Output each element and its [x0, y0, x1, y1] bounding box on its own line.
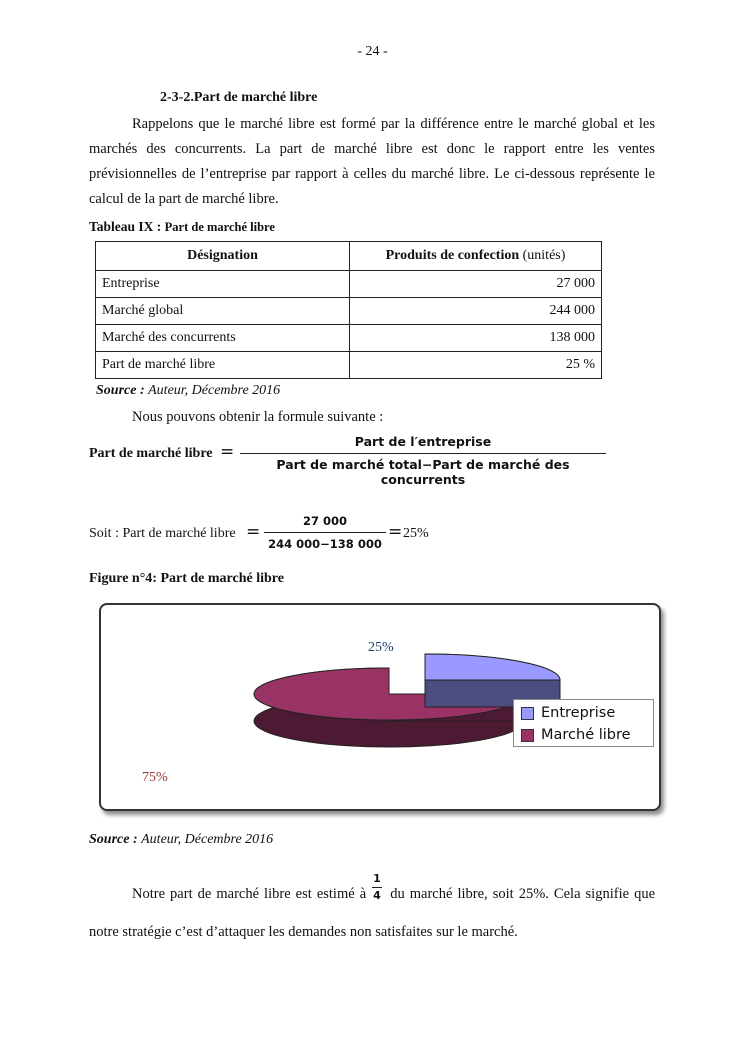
- data-label-entreprise: 25%: [368, 640, 394, 655]
- market-share-table: [95, 241, 602, 379]
- conclusion-frac-num: 1: [373, 872, 381, 885]
- figure-source: [89, 832, 273, 848]
- soit-fraction-bar: [264, 532, 386, 533]
- conclusion-text-before: Notre part de marché libre est estimé à: [132, 886, 372, 902]
- figure-caption: Figure n°4: Part de marché libre: [89, 571, 284, 586]
- row-label: Part de marché libre: [96, 352, 350, 379]
- data-label-marche-libre: 75%: [142, 770, 168, 785]
- chart-legend: [513, 699, 654, 747]
- table-header-products-label: Produits de confection: [385, 248, 520, 263]
- formula-denominator: Part de marché total−Part de marché des concurrents: [276, 457, 570, 487]
- table-header-unit: (unités): [519, 248, 566, 263]
- soit-result: 25%: [403, 526, 429, 541]
- soit-equals: =: [246, 522, 261, 542]
- legend-label: Entreprise: [541, 705, 616, 721]
- table-row: [96, 352, 602, 379]
- legend-label: Marché libre: [541, 727, 631, 743]
- page-number: - 24 -: [357, 44, 388, 59]
- formula-equals: =: [220, 442, 235, 462]
- table-row: [96, 271, 602, 298]
- legend-item: [521, 726, 631, 744]
- table-header-designation: Désignation: [96, 242, 350, 271]
- figure-source-label: Source :: [89, 832, 142, 847]
- conclusion-frac-den: 4: [373, 889, 381, 902]
- formula-lhs: Part de marché libre: [89, 446, 213, 461]
- row-label: Entreprise: [96, 271, 350, 298]
- soit-equals-2: =: [388, 522, 403, 542]
- row-label: Marché des concurrents: [96, 325, 350, 352]
- row-value: 25 %: [350, 352, 602, 379]
- table-header-products: [350, 242, 602, 271]
- row-value: 244 000: [350, 298, 602, 325]
- table-source-text: Auteur, Décembre 2016: [148, 383, 281, 398]
- row-value: 27 000: [350, 271, 602, 298]
- table-source-label: Source :: [96, 383, 149, 398]
- legend-item: [521, 704, 615, 722]
- conclusion-frac-bar: [372, 887, 382, 888]
- legend-swatch: [521, 707, 534, 720]
- table-header-row: [96, 242, 602, 271]
- table-caption: [89, 219, 275, 235]
- table-source: [96, 383, 280, 399]
- soit-label: Soit : Part de marché libre: [89, 526, 236, 541]
- conclusion-text-after: du marché libre, soit 25%. Cela signifie que notre stratégie c’est d’attaquer les demandes non satisfaites sur le marché.: [89, 886, 656, 940]
- legend-swatch: [521, 729, 534, 742]
- table-caption-label: Tableau IX :: [89, 219, 165, 234]
- row-value: 138 000: [350, 325, 602, 352]
- table-row: [96, 298, 602, 325]
- row-label: Marché global: [96, 298, 350, 325]
- soit-denominator: 244 000−138 000: [268, 537, 382, 551]
- figure-source-text: Auteur, Décembre 2016: [141, 832, 274, 847]
- formula-numerator: Part de l′entreprise: [354, 434, 492, 449]
- section-title: 2-3-2.Part de marché libre: [160, 90, 318, 105]
- intro-paragraph: [89, 112, 655, 212]
- formula-fraction-bar: [240, 453, 606, 454]
- pie-slice-entreprise: [425, 654, 560, 680]
- table-caption-title: Part de marché libre: [164, 220, 275, 234]
- formula-intro: Nous pouvons obtenir la formule suivante :: [132, 409, 384, 425]
- table-row: [96, 325, 602, 352]
- intro-text: Rappelons que le marché libre est formé par la différence entre le marché global et les marchés des concurrents. La part de marché libre est donc le rapport entre les ventes prévisionnelles de l’entreprise par rapport à celles du marché libre. Le ci-dessous représente le calcul de la part de marché libre.: [89, 116, 655, 207]
- soit-numerator: 27 000: [302, 514, 347, 528]
